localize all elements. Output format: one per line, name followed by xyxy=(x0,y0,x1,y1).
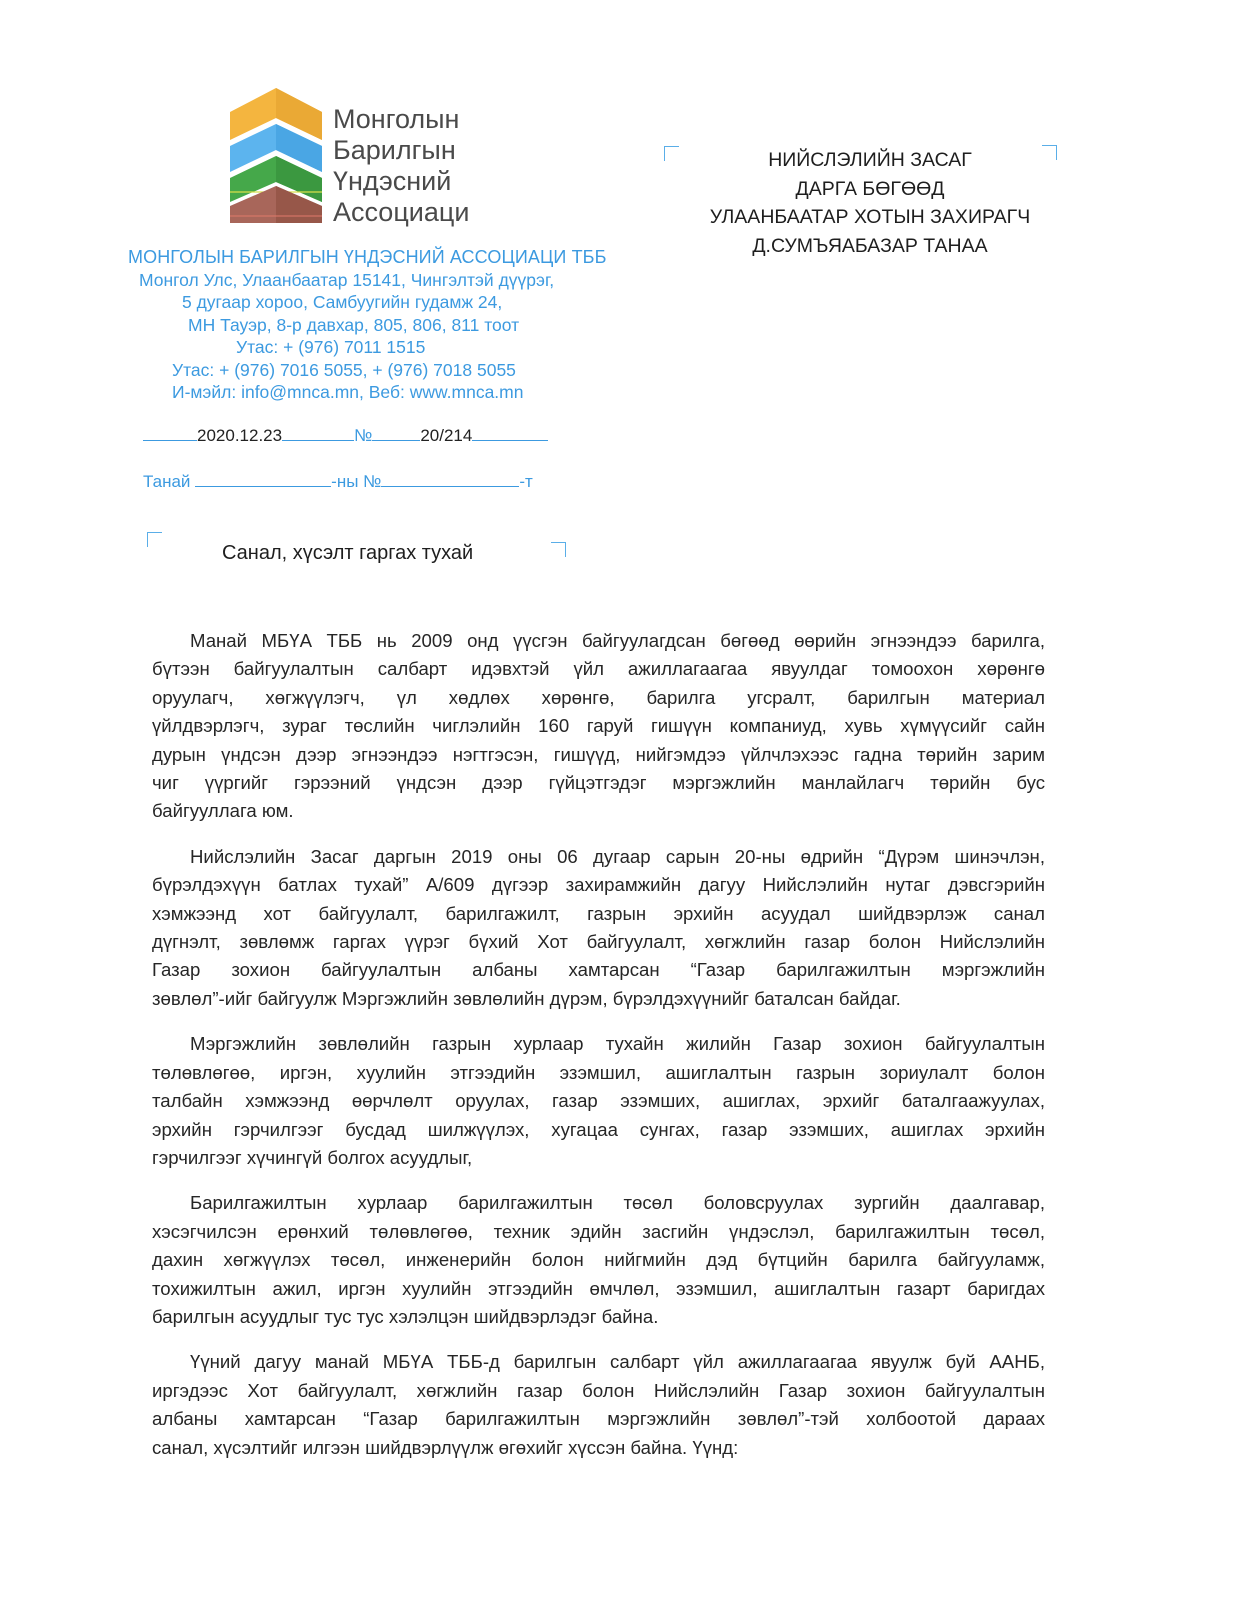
body-paragraph xyxy=(152,843,1045,1013)
your-label: Танай xyxy=(143,472,191,491)
body-paragraph xyxy=(152,1030,1045,1172)
paragraph-line: гэрчилгээг хүчингүй болгох асуудлыг, xyxy=(152,1146,473,1168)
your-suffix: -ны № xyxy=(331,472,382,491)
logo-wordmark xyxy=(333,104,469,228)
paragraph-line: Барилгажилтын хурлаар барилгажилтын төсөл боловсруулах зургийн даалгавар, xyxy=(190,1192,1045,1214)
organization-info xyxy=(128,246,648,404)
body-paragraph xyxy=(152,1189,1045,1331)
bracket-corner xyxy=(551,542,566,557)
paragraph-line: хэмжээнд хот байгуулалт, барилгажилт, газрын эрхийн асуудал шийдвэрлэж санал xyxy=(152,902,1045,924)
paragraph-line: Үүний дагуу манай МБҮА ТББ-д барилгын салбарт үйл ажиллагаагаа явуулж буй ААНБ, xyxy=(190,1351,1045,1373)
paragraph-line: эрхийн гэрчилгээг бусдад шилжүүлэх, хугацаа сунгах, газар эзэмших, ашиглах эрхийн xyxy=(152,1118,1045,1140)
letter-date: 2020.12.23 xyxy=(197,426,283,445)
organization-name: МОНГОЛЫН БАРИЛГЫН ҮНДЭСНИЙ АССОЦИАЦИ ТББ xyxy=(128,247,607,267)
address-line: МН Тауэр, 8-р давхар, 805, 806, 811 тоот xyxy=(188,314,520,335)
number-label: № xyxy=(354,426,373,445)
paragraph-line: Газар зохион байгуулалтын албаны хамтарсан “Газар барилгажилтын мэргэжлийн xyxy=(152,959,1045,981)
paragraph-line: санал, хүсэлтийг илгээн шийдвэрлүүлж өгөхийг хүссэн байна. Үүнд: xyxy=(152,1436,739,1458)
addressee-block xyxy=(670,146,1070,260)
paragraph-line: дахин хөгжүүлэх төсөл, инженерийн болон нийгмийн дэд бүтцийн барилга байгууламж, xyxy=(152,1249,1045,1271)
phone-line: Утас: + (976) 7011 1515 xyxy=(236,337,426,357)
logo-line: Барилгын xyxy=(333,135,456,165)
paragraph-line: үйлдвэрлэгч, зураг төслийн чиглэлийн 160 гаруй гишүүн компаниуд, хувь хүмүүсийг сайн xyxy=(152,715,1045,737)
paragraph-line: тохижилтын ажил, иргэн хуулийн этгээдийн өмчлөл, эзэмшил, ашиглалтын газарт баригдах xyxy=(152,1277,1045,1299)
paragraph-line: бүтээн байгуулалтын салбарт идэвхтэй үйл ажиллагаагаа явуулдаг томоохон хөрөнгө xyxy=(152,658,1045,680)
letter-subject: Санал, хүсэлт гаргах тухай xyxy=(222,542,474,564)
end-suffix: -т xyxy=(519,472,533,491)
address-line: 5 дугаар хороо, Самбуугийн гудамж 24, xyxy=(182,292,503,312)
paragraph-line: хэсэгчилсэн ерөнхий төлөвлөгөө, техник эдийн засгийн үндэслэл, барилгажилтын төсөл, xyxy=(152,1220,1045,1242)
logo-line: Үндэсний xyxy=(333,166,452,196)
building-layers-logo-icon xyxy=(230,88,322,223)
paragraph-line: дүгнэлт, зөвлөмж гаргах үүрэг бүхий Хот байгуулалт, хөгжлийн газар болон Нийслэлийн xyxy=(152,931,1045,953)
addressee-line: УЛААНБААТАР ХОТЫН ЗАХИРАГЧ xyxy=(709,206,1031,228)
paragraph-line: Манай МБҮА ТББ нь 2009 онд үүсгэн байгуулагдсан бөгөөд өөрийн эгнээндээ барилга, xyxy=(190,630,1045,651)
address-line: Монгол Улс, Улаанбаатар 15141, Чингэлтэй дүүрэг, xyxy=(139,269,555,290)
paragraph-line: зөвлөл”-ийг байгуулж Мэргэжлийн зөвлөлийн дүрэм, бүрэлдэхүүнийг баталсан байдаг. xyxy=(152,987,901,1009)
addressee-line: ДАРГА БӨГӨӨД xyxy=(795,177,945,200)
paragraph-line: Нийслэлийн Засаг даргын 2019 оны 06 дугаар сарын 20-ны өдрийн “Дүрэм шинэчлэн, xyxy=(190,845,1045,867)
phone-line: Утас: + (976) 7016 5055, + (976) 7018 5055 xyxy=(172,359,516,380)
letter-number: 20/214 xyxy=(420,426,473,445)
paragraph-line: оруулагч, хөгжүүлэгч, үл хөдлөх хөрөнгө, барилга угсралт, барилгын материал xyxy=(152,686,1045,708)
your-reference-line xyxy=(143,470,533,492)
addressee-line: НИЙСЛЭЛИЙН ЗАСАГ xyxy=(768,149,972,171)
bracket-corner xyxy=(147,532,162,547)
addressee-line: Д.СУМЪЯАБАЗАР ТАНАА xyxy=(752,234,988,257)
letter-body xyxy=(152,627,1045,1479)
paragraph-line: Мэргэжлийн зөвлөлийн газрын хурлаар тухайн жилийн Газар зохион байгуулалтын xyxy=(190,1033,1045,1055)
body-paragraph xyxy=(152,1348,1045,1462)
paragraph-line: төлөвлөгөө, иргэн, хуулийн этгээдийн эзэмшил, ашиглалтын газрын зориулалт болон xyxy=(152,1061,1045,1083)
paragraph-line: иргэдээс Хот байгуулалт, хөгжлийн газар болон Нийслэлийн Газар зохион байгуулалтын xyxy=(152,1379,1045,1401)
contact-line: И-мэйл: info@mnca.mn, Веб: www.mnca.mn xyxy=(172,382,524,402)
paragraph-line: талбайн хэмжээнд өөрчлөлт оруулах, газар эзэмших, ашиглах, эрхийг баталгаажуулах, xyxy=(152,1090,1045,1112)
paragraph-line: албаны хамтарсан “Газар барилгажилтын мэргэжлийн зөвлөл”-тэй холбоотой дараах xyxy=(152,1408,1045,1430)
body-paragraph xyxy=(152,627,1045,826)
logo-line: Ассоциаци xyxy=(333,197,470,227)
paragraph-line: барилгын асуудлыг тус тус хэлэлцэн шийдвэрлэдэг байна. xyxy=(152,1305,659,1327)
paragraph-line: байгууллага юм. xyxy=(152,800,294,822)
logo-line: Монголын xyxy=(333,104,460,134)
paragraph-line: бүрэлдэхүүн батлах тухай” А/609 дүгээр захирамжийн дагуу Нийслэлийн нутаг дэвсгэрийн xyxy=(152,874,1045,896)
paragraph-line: чиг үүргийг гэрээний үндсэн дээр гүйцэтгэдэг мэргэжлийн манлайлагч төрийн бус xyxy=(152,772,1045,794)
paragraph-line: дурын үндсэн дээр эгнээндээ нэгтгэсэн, гишүүд, нийгэмдээ үйлчлэхээс гадна төрийн зарим xyxy=(152,743,1045,765)
reference-line xyxy=(143,424,548,446)
